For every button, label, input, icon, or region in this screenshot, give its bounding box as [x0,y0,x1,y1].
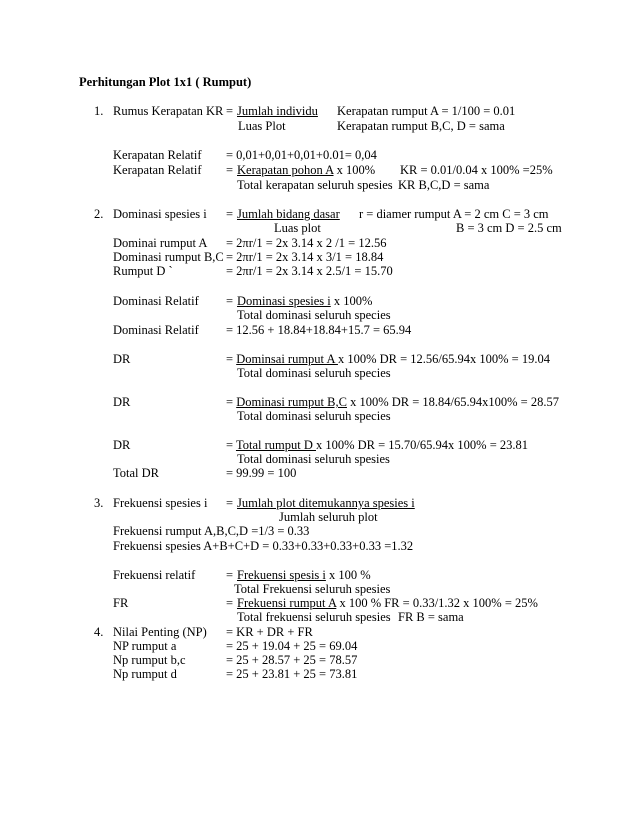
dominance-d-label: Rumput D ` [113,264,173,278]
dr-label-2: Dominasi Relatif [113,323,199,337]
fr-numerator: Frekuensi spesis i [237,568,326,582]
section-3-number: 3. [94,496,104,510]
kr-relative-numerator: Kerapatan pohon A [237,163,334,177]
dominance-denominator: Luas plot [274,221,321,235]
kr-relative-label-2: Kerapatan Relatif [113,163,202,177]
np-d-label: Np rumput d [113,667,177,681]
kr-relative-label-1: Kerapatan Relatif [113,148,202,162]
np-formula: = KR + DR + FR [226,625,313,639]
fr-a-calculation: x 100 % FR = 0.33/1.32 x 100% = 25% [336,596,538,610]
dr-a-label: DR [113,352,131,366]
dr-multiplier: x 100% [330,294,373,308]
dr-a-numerator: Dominsai rumput A [236,352,338,366]
fr-formula [237,568,371,582]
dominance-equals: = [226,207,234,221]
frequency-total: Frekuensi spesies A+B+C+D = 0.33+0.33+0.33+0.33 =1.32 [113,539,414,553]
dr-bc-denominator: Total dominasi seluruh species [237,409,391,423]
section-2-number: 2. [94,207,104,221]
fr-b-same: FR B = sama [398,610,464,624]
kr-relative-formula-2 [237,163,375,177]
dr-d-numerator: Total rumput D [235,438,316,452]
np-a-value: = 25 + 19.04 + 25 = 69.04 [226,639,358,653]
dr-bc-label: DR [113,395,131,409]
section-4-number: 4. [94,625,104,639]
dominance-label: Dominasi spesies i [113,207,207,221]
fr-a-denominator: Total frekuensi seluruh spesies [237,610,391,624]
dr-a-formula: = Dominsai rumput A x 100% DR = 12.56/65.94x 100% = 19.04 [226,352,550,366]
dr-formula [237,294,372,308]
kr-calculation: KR = 0.01/0.04 x 100% =25% [400,163,553,177]
fr-equals: = [226,568,234,582]
frequency-abcd: Frekuensi rumput A,B,C,D =1/3 = 0.33 [113,524,310,538]
dr-label: Dominasi Relatif [113,294,199,308]
total-dr-value: = 99.99 = 100 [226,466,297,480]
dominance-bc-value: = 2πr/1 = 2x 3.14 x 3/1 = 18.84 [226,250,384,264]
dr-d-formula: = Total rumput D x 100% DR = 15.70/65.94x 100% = 23.81 [226,438,528,452]
frequency-label: Frekuensi spesies i [113,496,208,510]
kr-formula-equals: = [226,104,234,118]
diameter-note-2: B = 3 cm D = 2.5 cm [456,221,562,235]
kr-formula-denominator: Luas Plot [238,119,286,133]
dr-d-label: DR [113,438,131,452]
dr-denominator: Total dominasi seluruh species [237,308,391,322]
kr-formula-numerator: Jumlah individu [237,104,318,118]
fr-a-formula [237,596,538,610]
fr-a-numerator: Frekuensi rumput A [237,596,337,610]
dominance-numerator: Jumlah bidang dasar [237,207,340,221]
dr-bc-formula: = Dominasi rumput B,C x 100% DR = 18.84/65.94x100% = 28.57 [226,395,559,409]
kr-relative-equals-2: = [226,163,234,177]
fr-multiplier: x 100 % [325,568,371,582]
page-title: Perhitungan Plot 1x1 ( Rumput) [79,75,252,89]
np-bc-label: Np rumput b,c [113,653,186,667]
dr-d-calculation: x 100% DR = 15.70/65.94x 100% = 23.81 [315,438,528,452]
diameter-note: r = diamer rumput A = 2 cm C = 3 cm [359,207,549,221]
np-bc-value: = 25 + 28.57 + 25 = 78.57 [226,653,358,667]
dominance-d-value: = 2πr/1 = 2x 3.14 x 2.5/1 = 15.70 [226,264,393,278]
np-d-value: = 25 + 23.81 + 25 = 73.81 [226,667,358,681]
kr-density-bcd: Kerapatan rumput B,C, D = sama [337,119,505,133]
kr-relative-denominator: Total kerapatan seluruh spesies [237,178,393,192]
total-dr-label: Total DR [113,466,159,480]
dr-d-denominator: Total dominasi seluruh spesies [237,452,390,466]
dr-sum-value: = 12.56 + 18.84+18.84+15.7 = 65.94 [226,323,412,337]
kr-bcd-same: KR B,C,D = sama [398,178,490,192]
fr-label: Frekuensi relatif [113,568,196,582]
frequency-denominator: Jumlah seluruh plot [279,510,378,524]
section-1-number: 1. [94,104,104,118]
kr-relative-multiplier: x 100% [333,163,376,177]
fr-a-equals: = [226,596,234,610]
fr-a-label: FR [113,596,129,610]
dr-equals: = [226,294,234,308]
np-a-label: NP rumput a [113,639,177,653]
dr-a-calculation: x 100% DR = 12.56/65.94x 100% = 19.04 [337,352,550,366]
kr-relative-value-1: = 0,01+0,01+0,01+0.01= 0,04 [226,148,377,162]
kr-density-a: Kerapatan rumput A = 1/100 = 0.01 [337,104,516,118]
dominance-a-value: = 2πr/1 = 2x 3.14 x 2 /1 = 12.56 [226,236,387,250]
dr-a-denominator: Total dominasi seluruh species [237,366,391,380]
dominance-a-label: Dominai rumput A [113,236,208,250]
frequency-numerator: Jumlah plot ditemukannya spesies i [237,496,415,510]
dr-bc-calculation: x 100% DR = 18.84/65.94x100% = 28.57 [346,395,559,409]
dr-numerator: Dominasi spesies i [237,294,331,308]
kr-formula-label: Rumus Kerapatan KR [113,104,224,118]
frequency-equals: = [226,496,234,510]
dominance-bc-label: Dominasi rumput B,C [113,250,224,264]
np-label: Nilai Penting (NP) [113,625,207,639]
dr-bc-numerator: Dominasi rumput B,C [236,395,347,409]
fr-denominator: Total Frekuensi seluruh spesies [234,582,391,596]
